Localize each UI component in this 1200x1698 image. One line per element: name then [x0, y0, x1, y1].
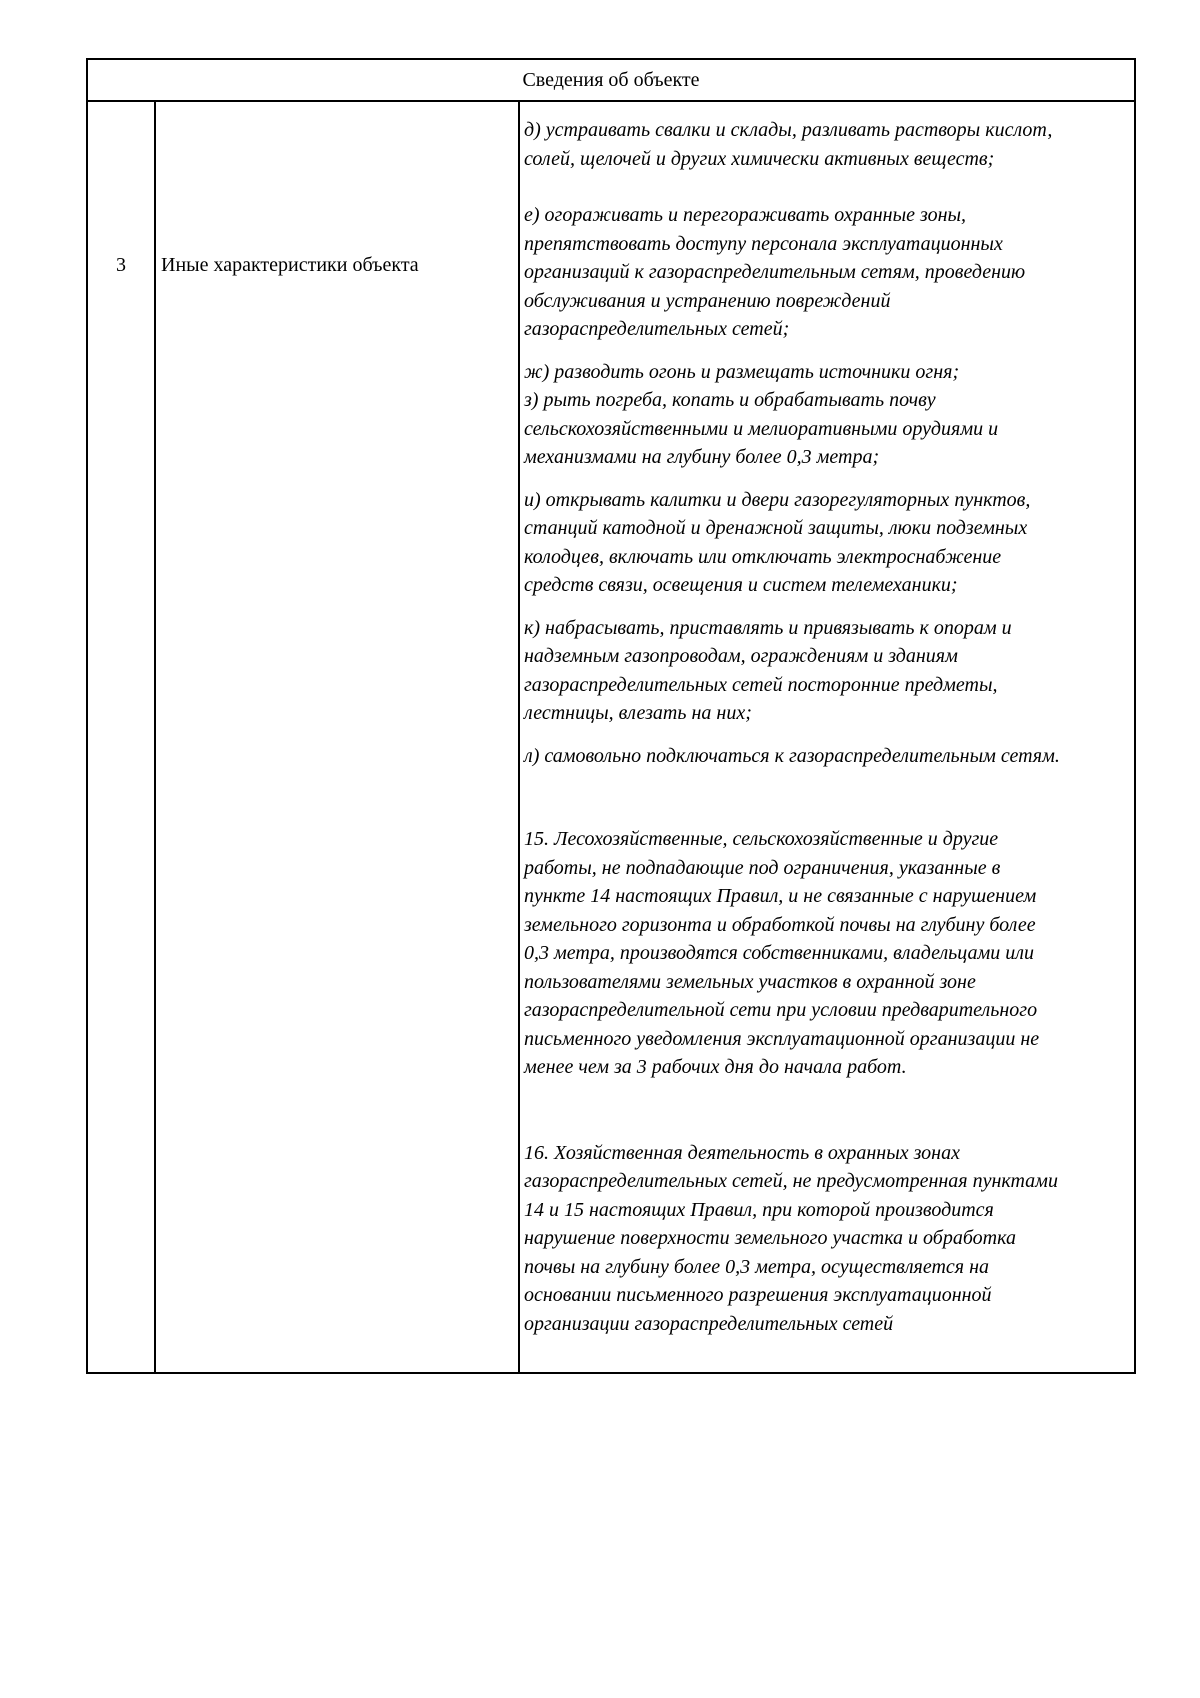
paragraph-k: к) набрасывать, приставлять и привязывать к опорам и надземным газопроводам, ограждениям и зданиям газораспределительных сетей посторонние предметы, лестницы, влезать на них; — [524, 616, 1012, 724]
paragraph-15: 15. Лесохозяйственные, сельскохозяйственные и другие работы, не подпадающие под ограничения, указанные в пункте 14 настоящих Правил, и не связанные с нарушением земельного горизонта и обработкой почвы на глубину более 0,3 метра, производятся собственниками, владельцами или пользователями земельных участков в охранной зоне газораспределительной сети при условии предварительного письменного уведомления эксплуатационной организации не менее чем за 3 рабочих дня до начала работ. — [524, 828, 1040, 1078]
paragraph-i: и) открывать калитки и двери газорегуляторных пунктов, станций катодной и дренажной защиты, люки подземных колодцев, включать или отключать электроснабжение средств связи, освещения и систем телемеханики; — [524, 488, 1031, 596]
table-header: Сведения об объекте — [88, 60, 1134, 102]
info-table — [86, 58, 1136, 1374]
row-name: Иные характеристики объекта — [156, 102, 520, 1372]
paragraph-d: д) устраивать свалки и склады, разливать растворы кислот, солей, щелочей и других химически активных веществ; — [524, 119, 1053, 170]
row-number: 3 — [88, 102, 156, 1372]
paragraph-zh: ж) разводить огонь и размещать источники огня; — [524, 360, 960, 383]
paragraph-16: 16. Хозяйственная деятельность в охранных зонах газораспределительных сетей, не предусмотренная пунктами 14 и 15 настоящих Правил, при которой производится нарушение поверхности земельного участка и обработка почвы на глубину более 0,3 метра, осуществляется на основании письменного разрешения эксплуатационной организации газораспределительных сетей — [524, 1141, 1058, 1335]
paragraph-l: л) самовольно подключаться к газораспределительным сетям. — [524, 744, 1060, 767]
row-value — [520, 102, 1134, 1372]
paragraph-e: е) огораживать и перегораживать охранные зоны, препятствовать доступу персонала эксплуатационных организаций к газораспределительным сетям, проведению обслуживания и устранению повреждений газораспределительных сетей; — [524, 204, 1026, 340]
table-row — [88, 102, 1134, 1372]
paragraph-z: з) рыть погреба, копать и обрабатывать почву сельскохозяйственными и мелиоративными орудиями и механизмами на глубину более 0,3 метра; — [524, 389, 999, 468]
